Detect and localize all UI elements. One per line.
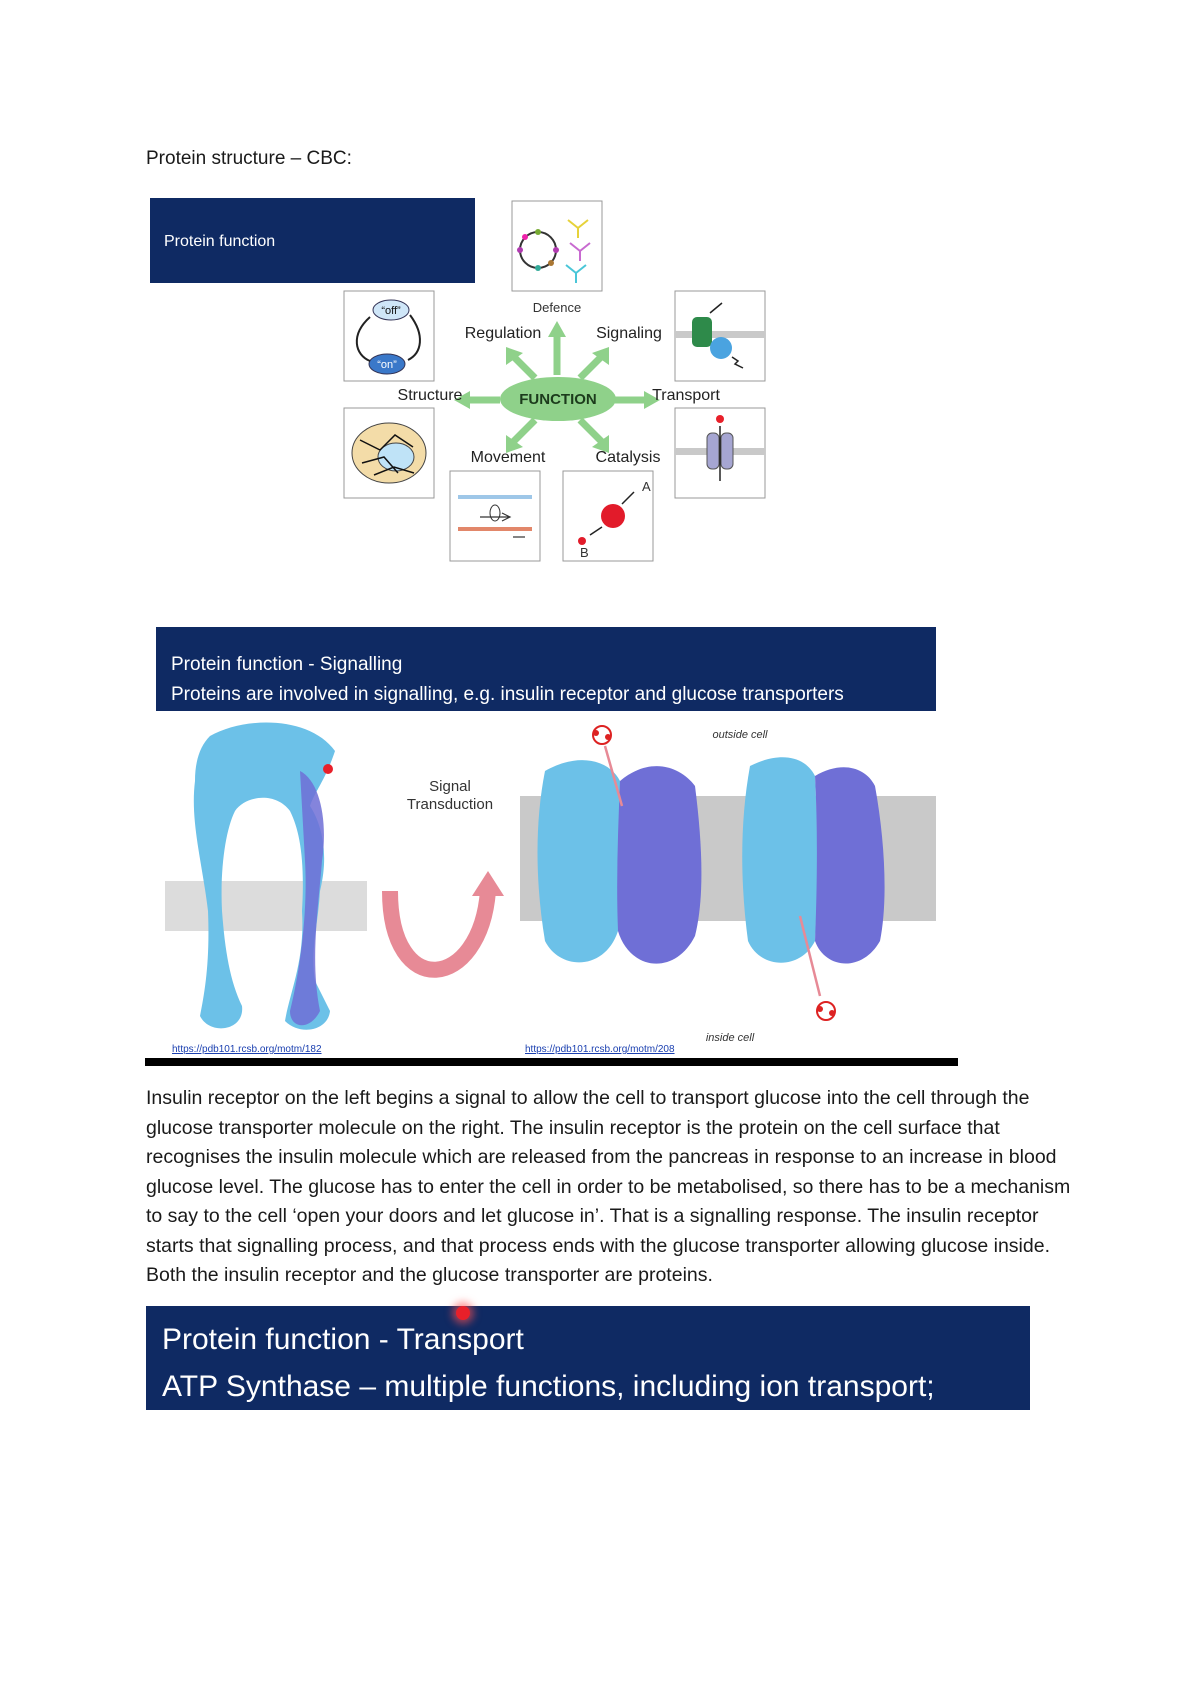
signalling-banner (156, 627, 936, 711)
signaling-receptor-icon (675, 291, 765, 381)
signal-label-line2: Transduction (406, 796, 494, 813)
function-center-label: FUNCTION (519, 391, 597, 408)
body-paragraph: Insulin receptor on the left begins a signal to allow the cell to transport glucose into the cell through the glucose transporter molecule on the right. The insulin receptor is the protein on the cell surface that recognises the insulin molecule which are released from the pancreas in response to an increase in blood glucose level. The glucose has to enter the cell in order to be metabolised, so there has to be a mechanism to say to the cell ‘open your doors and let glucose in’. That is a signalling response. The insulin receptor starts that signalling process, and that process ends with the glucose transporter allowing glucose inside. Both the insulin receptor and the glucose transporter are proteins. (146, 1087, 1071, 1286)
catalysis-label-a: A (642, 479, 651, 494)
insulin-molecule (323, 764, 333, 774)
red-dot-marker (456, 1306, 470, 1320)
structure-cell-icon (344, 408, 434, 498)
label-regulation: Regulation (464, 325, 542, 342)
label-signaling: Signaling (596, 325, 662, 342)
link-glucose-transporter[interactable]: https://pdb101.rcsb.org/motm/208 (525, 1044, 675, 1055)
signal-transduction-arrowhead (472, 871, 504, 896)
transport-banner (146, 1306, 1030, 1410)
label-structure: Structure (397, 387, 463, 404)
movement-motor-icon (450, 471, 540, 561)
outside-cell-label: outside cell (712, 729, 768, 741)
protein-function-banner-title: Protein function (164, 233, 276, 250)
link-insulin-receptor[interactable]: https://pdb101.rcsb.org/motm/182 (172, 1044, 322, 1055)
signalling-illustration (150, 711, 936, 1056)
transport-banner-subtitle: ATP Synthase – multiple functions, including ion transport; (162, 1370, 935, 1403)
defence-icon (512, 201, 602, 291)
insulin-receptor-protein (194, 722, 335, 1029)
glucose-transporter-open-out (538, 760, 702, 964)
label-movement: Movement (470, 449, 546, 466)
label-transport: Transport (652, 387, 720, 404)
transport-channel-icon (675, 408, 765, 498)
cell-membrane-left (165, 881, 367, 931)
label-defence: Defence (532, 300, 582, 315)
page-title: Protein structure – CBC: (146, 148, 352, 169)
catalysis-enzyme-icon (563, 471, 653, 561)
signalling-banner-subtitle: Proteins are involved in signalling, e.g. insulin receptor and glucose transporters (171, 684, 844, 705)
inside-cell-label: inside cell (705, 1032, 755, 1044)
protein-function-diagram (330, 195, 780, 570)
glucose-transporter-open-in (742, 757, 884, 963)
glucose-molecule-inside (817, 1002, 835, 1020)
signal-transduction-arrow (390, 891, 488, 970)
switch-off-label: “off” (381, 305, 401, 317)
label-catalysis: Catalysis (595, 449, 661, 466)
glucose-molecule-outside (593, 726, 611, 744)
catalysis-label-b: B (580, 545, 589, 560)
switch-on-label: “on” (377, 359, 397, 371)
signalling-banner-title: Protein function - Signalling (171, 654, 403, 675)
figure-divider (145, 1058, 958, 1066)
transport-banner-title: Protein function - Transport (162, 1323, 524, 1356)
signal-label-line1: Signal (429, 778, 471, 795)
